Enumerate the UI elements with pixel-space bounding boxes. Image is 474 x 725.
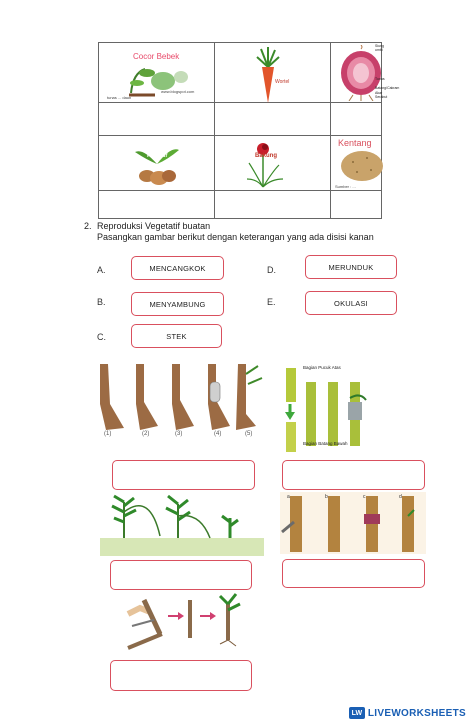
okulasi-step-a: a <box>287 494 290 500</box>
option-menyambung[interactable]: MENYAMBUNG <box>131 292 224 316</box>
plant-table <box>98 42 400 219</box>
answer-cell-5[interactable] <box>215 191 331 219</box>
cell-cocor-bebek <box>99 43 215 103</box>
answer-box-okulasi[interactable] <box>282 559 425 588</box>
kentang-caption: Sumber : ... <box>335 184 356 189</box>
option-d-letter: D. <box>267 265 276 275</box>
wortel-title: Wortel <box>275 79 290 85</box>
sambung-label-top: Bagian Pucuk Atas <box>303 365 341 370</box>
option-stek[interactable]: STEK <box>131 324 222 348</box>
cell-bakung <box>215 136 331 191</box>
question-number: 2. <box>84 221 92 231</box>
brand-name: LIVEWORKSHEETS <box>367 707 466 719</box>
cocor-source: www.blogspot.com <box>161 89 195 94</box>
option-mencangkok[interactable]: MENCANGKOK <box>131 256 224 280</box>
answer-box-merunduk[interactable] <box>110 560 252 590</box>
kencur-image <box>133 138 181 190</box>
liveworksheets-logo-icon: LW <box>349 707 365 719</box>
cangkok-step-5: (5) <box>245 431 253 437</box>
stek-figure <box>124 590 248 654</box>
answer-cell-6[interactable] <box>331 191 382 219</box>
cangkok-step-3: (3) <box>175 431 183 437</box>
answer-cell-2[interactable] <box>215 103 331 136</box>
okulasi-step-c: c <box>363 494 366 500</box>
merunduk-figure <box>100 492 264 556</box>
bawang-label-umbi: Siung umbi <box>375 44 384 52</box>
question-instruction: Pasangkan gambar berikut dengan keterangan yang ada disisi kanan <box>97 232 374 242</box>
cell-wortel <box>215 43 331 103</box>
cangkok-step-2: (2) <box>142 431 150 437</box>
kentang-image <box>339 148 385 182</box>
option-c-letter: C. <box>97 332 106 342</box>
answer-box-sambung[interactable] <box>282 460 425 490</box>
okulasi-step-d: d <box>399 494 402 500</box>
bakung-title: Bakung <box>255 153 278 159</box>
cangkok-step-1: (1) <box>104 431 112 437</box>
okulasi-figure <box>280 492 426 554</box>
answer-cell-4[interactable] <box>99 191 215 219</box>
cangkok-step-4: (4) <box>214 431 222 437</box>
bawang-label-tunas: Tunas <box>375 77 385 81</box>
answer-cell-3[interactable] <box>331 103 382 136</box>
cell-kencur <box>99 136 215 191</box>
option-merunduk[interactable]: MERUNDUK <box>305 255 397 279</box>
bakung-image <box>243 139 293 189</box>
option-a-letter: A. <box>97 265 106 275</box>
option-e-letter: E. <box>267 297 276 307</box>
option-b-letter: B. <box>97 297 106 307</box>
option-okulasi[interactable]: OKULASI <box>305 291 397 315</box>
bawang-label-cakram: Batang/Cakram <box>375 86 400 90</box>
cocor-caption: tunas ... daun <box>107 95 132 100</box>
cell-kentang <box>331 136 382 191</box>
cell-bawang <box>331 43 400 103</box>
bawang-label-akar: Akar Serabut <box>375 91 388 99</box>
wortel-image <box>253 47 283 103</box>
footer-brand <box>349 707 466 719</box>
answer-box-stek[interactable] <box>110 660 252 691</box>
okulasi-step-b: b <box>325 494 328 500</box>
answer-cell-1[interactable] <box>99 103 215 136</box>
answer-box-cangkok[interactable] <box>112 460 255 490</box>
kentang-title: Kentang <box>338 138 372 148</box>
question-title: Reproduksi Vegetatif buatan <box>97 221 211 231</box>
cocor-bebek-title: Cocor Bebek <box>133 52 180 61</box>
kencur-title: Kencur <box>147 153 168 159</box>
sambung-label-bottom: Bagian Batang Bawah <box>303 441 348 446</box>
